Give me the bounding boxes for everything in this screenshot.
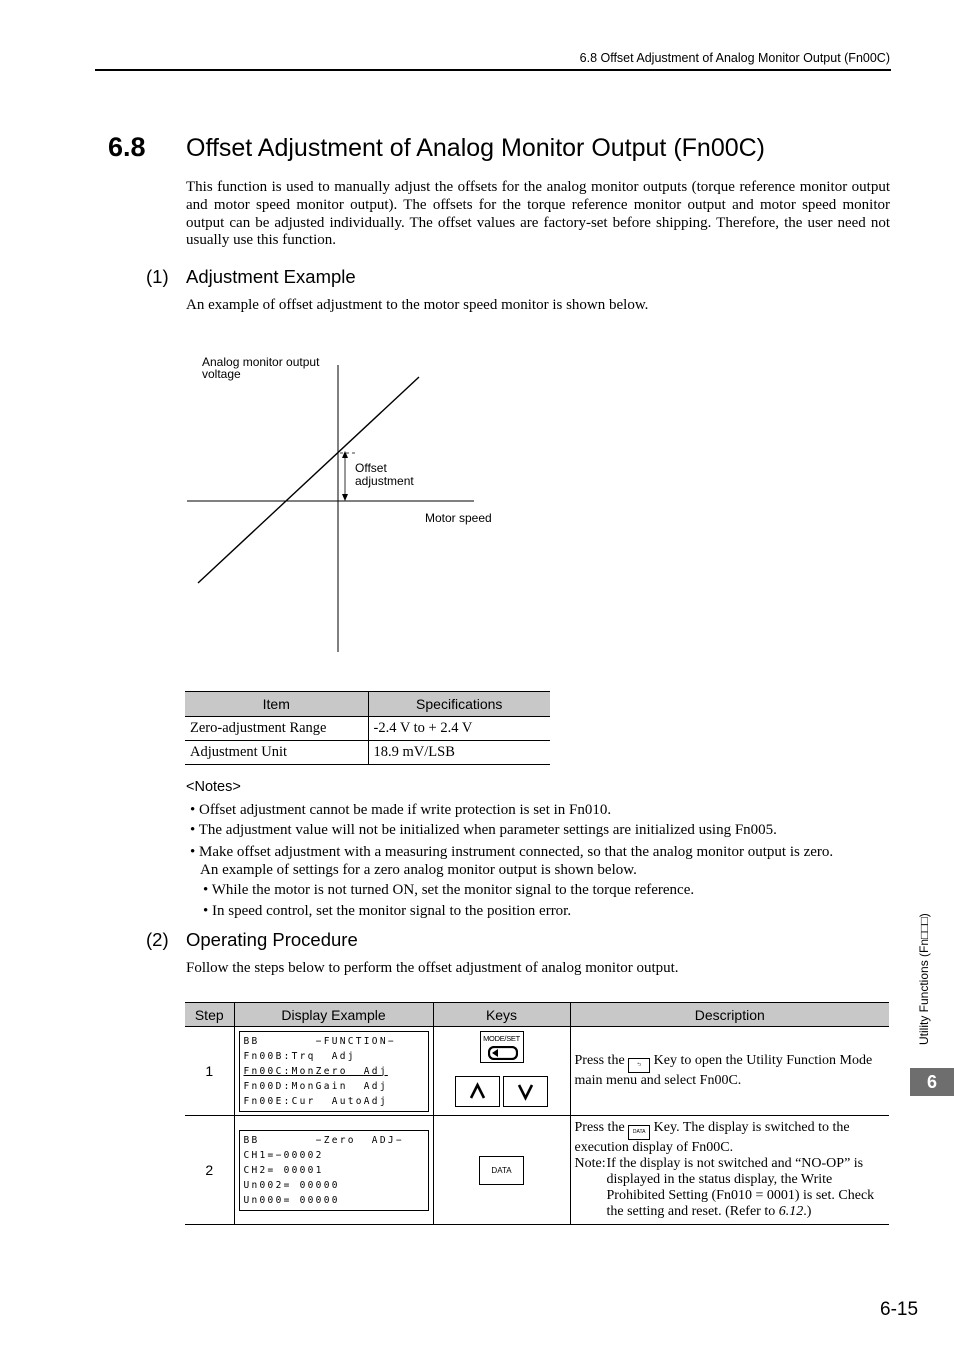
running-header: 6.8 Offset Adjustment of Analog Monitor Output (Fn00C) (579, 51, 890, 65)
description-text: Key. The display is switched to the execution display of Fn00C. (574, 1120, 850, 1155)
lcd-display (239, 1031, 429, 1112)
mode-set-key[interactable] (480, 1031, 524, 1063)
subsection-1-title: Adjustment Example (186, 266, 356, 287)
data-key[interactable]: DATA (479, 1156, 524, 1185)
header-step: Step (185, 1003, 234, 1027)
note-body (607, 1156, 886, 1220)
spec-cell: Zero-adjustment Range (185, 717, 368, 741)
lcd-line-selected: Fn00C:MonZero Adj (243, 1065, 388, 1077)
lcd-line: Fn00E:Cur AutoAdj (243, 1095, 388, 1107)
note-end: .) (803, 1204, 812, 1219)
spec-header-item: Item (185, 692, 368, 717)
lcd-line: BB −FUNCTION− (243, 1035, 396, 1047)
lcd-line: Fn00D:MonGain Adj (243, 1080, 388, 1092)
subsection-2-text: Follow the steps below to perform the offset adjustment of analog monitor output. (186, 960, 679, 976)
display-example-cell (234, 1116, 433, 1225)
offset-label-line1: Offset (355, 461, 387, 475)
note-3-line-1: • Make offset adjustment with a measuring instrument connected, so that the analog monitor output is zero. (190, 844, 834, 860)
subsection-2-number: (2) (146, 929, 169, 950)
page-number: 6-15 (880, 1299, 919, 1320)
step-2-description (575, 1120, 886, 1156)
x-axis-label: Motor speed (425, 511, 492, 525)
spec-cell: Adjustment Unit (185, 741, 368, 765)
note-subitem-torque: • While the motor is not turned ON, set the monitor signal to the torque reference. (203, 882, 695, 898)
note-lead: Note: (574, 1156, 606, 1171)
lcd-line: Un002= 00000 (243, 1179, 340, 1191)
return-arrow-icon (488, 1046, 518, 1060)
offset-label-line2: adjustment (355, 474, 414, 488)
table-row (185, 741, 550, 765)
table-row (185, 1116, 889, 1225)
lcd-display (239, 1130, 429, 1211)
y-axis-label-line2: voltage (202, 367, 241, 381)
side-tab-label: Utility Functions (Fn□□□) (917, 913, 931, 1045)
description-cell (570, 1027, 889, 1116)
step-number: 1 (185, 1027, 234, 1116)
up-arrow-icon (456, 1077, 499, 1106)
procedure-header-row (185, 1003, 889, 1027)
header-keys: Keys (433, 1003, 570, 1027)
mode-set-key-label: MODE/SET (483, 1034, 520, 1043)
offset-arrow-head-up (342, 451, 348, 458)
header-rule (95, 69, 891, 71)
notes-label: <Notes> (186, 779, 241, 795)
description-text: Press the (574, 1053, 625, 1068)
description-text: Press the (574, 1120, 625, 1135)
offset-adjustment-graph (185, 350, 515, 660)
lcd-line: BB −Zero ADJ− (243, 1134, 404, 1146)
up-key[interactable] (455, 1076, 500, 1107)
section-number: 6.8 (108, 132, 146, 162)
spec-table-header-row (185, 692, 550, 717)
lcd-line: CH1=−00002 (243, 1149, 324, 1161)
section-title: Offset Adjustment of Analog Monitor Output (Fn00C) (186, 134, 766, 162)
note-reference-link[interactable]: 6.12 (778, 1204, 804, 1219)
step-number: 2 (185, 1116, 234, 1225)
subsection-1-number: (1) (146, 266, 169, 287)
intro-paragraph: This function is used to manually adjust the offsets for the analog monitor outputs (torque reference monitor output and motor speed monitor output). The offsets for the torque reference monitor output and motor speed monitor output can be adjusted individually. The offset values are factory-set before shipping. Therefore, the user need not usually use this function. (186, 179, 890, 249)
lcd-line: Un000= 00000 (243, 1194, 340, 1206)
spec-table (185, 691, 550, 765)
description-text: Key to open the Utility Function Mode main menu and select Fn00C. (574, 1053, 873, 1088)
note-subitem-position-error: • In speed control, set the monitor signal to the position error. (203, 903, 572, 919)
spec-cell: -2.4 V to + 2.4 V (368, 717, 550, 741)
chapter-tab: 6 (910, 1068, 954, 1096)
subsection-1-text: An example of offset adjustment to the motor speed monitor is shown below. (186, 297, 649, 313)
header-display-example: Display Example (234, 1003, 433, 1027)
table-row (185, 717, 550, 741)
spec-cell: 18.9 mV/LSB (368, 741, 550, 765)
table-row (185, 1027, 889, 1116)
lcd-line: Fn00B:Trq Adj (243, 1050, 356, 1062)
keys-cell (433, 1027, 570, 1116)
step-2-note (575, 1156, 886, 1220)
spec-header-specifications: Specifications (368, 692, 550, 717)
note-initialization: • The adjustment value will not be initialized when parameter settings are initialized using Fn005. (190, 822, 777, 838)
down-key[interactable] (503, 1076, 548, 1107)
keys-cell (433, 1116, 570, 1225)
step-1-description (575, 1053, 886, 1089)
down-arrow-icon (504, 1077, 547, 1106)
mode-set-key-inline-icon: ⮌ (628, 1058, 650, 1073)
note-text: If the display is not switched and “NO-OP” is displayed in the status display, the Write Prohibited Setting (Fn010 = 0001) is set. Check the setting and reset. (Refer to (606, 1156, 875, 1219)
subsection-2-title: Operating Procedure (186, 929, 358, 950)
offset-arrow-head-down (342, 494, 348, 501)
display-example-cell (234, 1027, 433, 1116)
note-3-line-2: An example of settings for a zero analog monitor output is shown below. (200, 861, 637, 878)
description-cell (570, 1116, 889, 1225)
note-write-protection: • Offset adjustment cannot be made if write protection is set in Fn010. (190, 802, 612, 818)
procedure-table (185, 1002, 889, 1225)
note-measuring-instrument (190, 844, 890, 879)
y-axis-label-line1: Analog monitor output (202, 355, 320, 369)
data-key-inline-icon: DATA (628, 1125, 650, 1140)
header-description: Description (570, 1003, 889, 1027)
lcd-line: CH2= 00001 (243, 1164, 324, 1176)
